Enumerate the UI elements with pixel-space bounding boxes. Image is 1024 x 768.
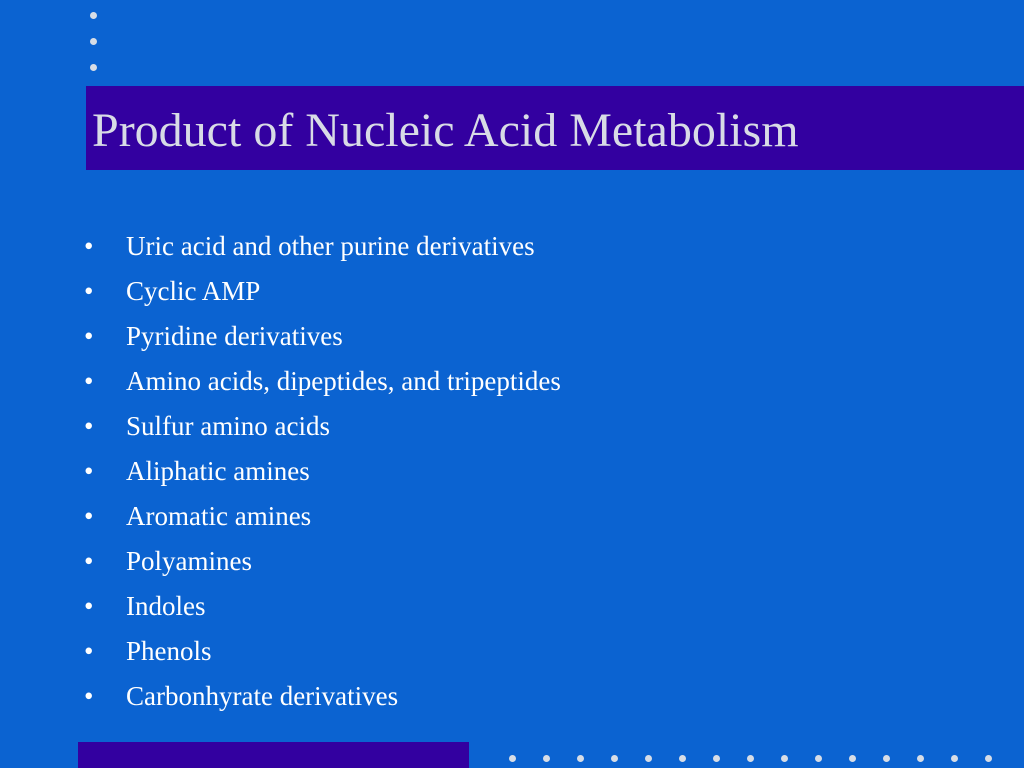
decor-dot bbox=[815, 755, 822, 762]
bullet-text: Amino acids, dipeptides, and tripeptides bbox=[126, 366, 561, 396]
bullet-marker: • bbox=[84, 681, 94, 711]
decor-dot bbox=[509, 755, 516, 762]
bullet-text: Uric acid and other purine derivatives bbox=[126, 231, 535, 261]
bullet-marker: • bbox=[84, 546, 94, 576]
bullet-text: Aromatic amines bbox=[126, 501, 312, 531]
decor-dot bbox=[645, 755, 652, 762]
decor-dot bbox=[747, 755, 754, 762]
decor-dot bbox=[90, 38, 97, 45]
bullet-marker: • bbox=[84, 231, 94, 261]
decor-dot bbox=[543, 755, 550, 762]
bullet-marker: • bbox=[84, 366, 94, 396]
decor-dot bbox=[985, 755, 992, 762]
decor-dot bbox=[781, 755, 788, 762]
decor-dot bbox=[951, 755, 958, 762]
bullet-text: Carbonhyrate derivatives bbox=[126, 681, 399, 711]
slide-title: Product of Nucleic Acid Metabolism bbox=[92, 104, 799, 157]
bullet-text: Aliphatic amines bbox=[126, 456, 310, 486]
bullet-marker: • bbox=[84, 456, 94, 486]
bullet-marker: • bbox=[84, 636, 94, 666]
bullet-text: Pyridine derivatives bbox=[126, 321, 343, 351]
decor-dot bbox=[679, 755, 686, 762]
decor-dot bbox=[90, 12, 97, 19]
bullet-text: Sulfur amino acids bbox=[126, 411, 330, 441]
bullet-marker: • bbox=[84, 501, 94, 531]
decor-dot bbox=[611, 755, 618, 762]
footer-bar bbox=[78, 742, 469, 768]
decor-dot bbox=[849, 755, 856, 762]
bullet-marker: • bbox=[84, 276, 94, 306]
bullet-text: Polyamines bbox=[126, 546, 252, 576]
decor-dot bbox=[917, 755, 924, 762]
decor-dot bbox=[577, 755, 584, 762]
decor-dot bbox=[90, 64, 97, 71]
decor-dot bbox=[883, 755, 890, 762]
bullet-marker: • bbox=[84, 411, 94, 441]
bullet-marker: • bbox=[84, 591, 94, 621]
bullet-text: Phenols bbox=[126, 636, 212, 666]
bullet-text: Indoles bbox=[126, 591, 206, 621]
bullet-text: Cyclic AMP bbox=[126, 276, 261, 306]
bullet-marker: • bbox=[84, 321, 94, 351]
decor-dot bbox=[713, 755, 720, 762]
